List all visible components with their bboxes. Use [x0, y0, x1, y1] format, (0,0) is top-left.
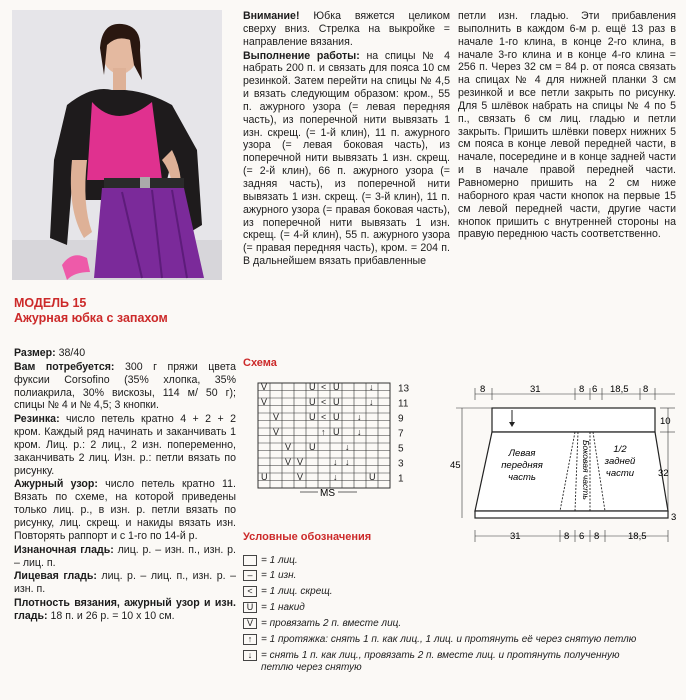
cross-left-icon: < — [243, 586, 257, 597]
label-line: передняя — [501, 460, 543, 471]
chart-symbol: U — [309, 442, 316, 452]
chart-symbol: U — [333, 397, 340, 407]
legend-item — [243, 634, 636, 646]
k2tog-icon: V — [243, 618, 257, 629]
continued-paragraph: петли изн. гладью. Эти прибавления выполнить в каждом 6-м р. ещё 13 раз в начале 1-го клина, в конце 2-го клина, в начале 3-го клина и в конце 4-го клина = 256 п. Через 32 см = 84 р. от пояса связать на спицах № 4 для нижней планки 3 см резинкой и все петли закрыть по рисунку. Для 5 шлёвок набрать на спицы № 4 по 5 п., связать 6 см лиц. гладью и петли закрыть. Пришить шлёвки поверх нижних 5 см пояса в конце левой передней части, в начале, посередине и в конце задней части и в начале правой передней части. Равномерно пришить на 2 см ниже наборного края части кнопок на первые 15 см левой передней части, другие части кнопок пришить с внутренней стороны на правую переднюю часть соответственно. — [458, 10, 676, 241]
chart-row-number: 9 — [398, 413, 404, 425]
yarn-over-icon: U — [243, 602, 257, 613]
chart-symbol: ↓ — [345, 457, 350, 467]
chart-symbol: < — [321, 412, 327, 422]
empty-square-icon — [243, 555, 257, 566]
model-title: МОДЕЛЬ 15 — [14, 296, 87, 310]
chart-symbol: U — [369, 472, 376, 482]
dim-bottom-2: 6 — [579, 531, 585, 542]
chart-symbol: ↓ — [357, 427, 362, 437]
model-heading — [14, 296, 234, 326]
chart-symbol: < — [321, 397, 327, 407]
legend-item-text: = снять 1 п. как лиц., провязать 2 п. вместе лиц. и протянуть полученную петлю через снятую — [261, 650, 620, 673]
label-line: 1/2 — [613, 444, 627, 455]
dim-bottom-3: 8 — [594, 531, 600, 542]
legend-item — [243, 618, 401, 630]
dim-top-3: 6 — [592, 384, 598, 395]
chart-row-number: 7 — [398, 428, 404, 440]
legend-item-text: = 1 лиц. — [261, 555, 298, 566]
model-subtitle: Ажурная юбка с запахом — [14, 311, 168, 325]
chart-symbol: ↑ — [321, 427, 326, 437]
legend-item-text: = 1 протяжка: снять 1 п. как лиц., 1 лиц. и протянуть её через снятую петлю — [261, 634, 637, 645]
spec-stockinette: Лицевая гладь: лиц. р. – лиц. п., изн. р. – изн. п. — [14, 570, 236, 596]
instructions-continued — [458, 10, 676, 242]
label-line: части — [605, 468, 635, 479]
legend-item — [243, 650, 620, 673]
double-dec-icon: ↓ — [243, 650, 257, 661]
dim-right-1: 32 — [658, 468, 669, 479]
legend-item — [243, 570, 296, 582]
spec-gauge: Плотность вязания, ажурный узор и изн. гладь: 18 п. и 26 р. = 10 х 10 см. — [14, 597, 236, 622]
chart-row-number: 1 — [398, 473, 404, 485]
chart-row-number: 13 — [398, 383, 410, 395]
legend-title: Условные обозначения — [243, 531, 372, 543]
dim-right-2: 3 — [671, 512, 677, 523]
spec-reverse-stockinette: Изнаночная гладь: лиц. р. – изн. п., изн. р. – лиц. п. — [14, 543, 236, 569]
dim-top-5: 8 — [643, 384, 649, 395]
legend-item-text: = 1 накид — [261, 602, 305, 613]
spec-materials: Вам потребуется: 300 г пряжи цвета фуксии Corsofino (35% хлопка, 35% полиакрила, 30% вискозы, 114 м/ 50 г); спицы № 4 и № 4,5; 3 кнопки. — [14, 360, 236, 412]
chart-symbol: U — [333, 382, 340, 392]
model-photo — [12, 10, 222, 280]
chart-symbol: U — [333, 412, 340, 422]
waistband-shape — [492, 408, 655, 432]
chart-symbol: ↓ — [333, 457, 338, 467]
chart-symbol: U — [309, 397, 316, 407]
instructions-column — [243, 10, 450, 269]
chart-symbol: U — [309, 382, 316, 392]
chart-symbol: ↓ — [369, 397, 374, 407]
chart-symbol: V — [273, 412, 280, 422]
legend-item-text: = 1 лиц. скрещ. — [261, 586, 333, 597]
stitch-chart-svg — [252, 380, 432, 505]
label-line: часть — [508, 472, 536, 483]
skp-icon: ↑ — [243, 634, 257, 645]
specs-column — [14, 347, 236, 624]
dim-bottom-0: 31 — [510, 531, 521, 542]
dim-top-2: 8 — [579, 384, 585, 395]
chart-symbol: V — [297, 472, 304, 482]
skirt-schematic — [450, 380, 680, 555]
dim-right-0: 10 — [660, 416, 671, 427]
legend-item — [243, 586, 333, 598]
dim-left-total: 45 — [450, 460, 461, 471]
dim-top-1: 31 — [530, 384, 541, 395]
chart-row-number: 11 — [398, 398, 409, 410]
work-paragraph: Выполнение работы: на спицы № 4 набрать 200 п. и связать для пояса 10 см резинкой. Затем перейти на спицы № 4,5 и вязать следующим образом: кром., 55 п. ажурного узора (= левая передняя часть), из поперечной нити вывязать 1 изн. скрещ. (= 1-й клин), 11 п. ажурного узора (= левая боковая часть), из поперечной нити вывязать 1 изн. скрещ. (= 2-й клин), 66 п. ажурного узора (= задняя часть), из поперечной нити вывязать 1 изн. скрещ. (= 3-й клин), 11 п. ажурного узора (= правая боковая часть), из поперечной нити вывязать 1 изн. скрещ. (= 4-й клин), 55 п. ажурного узора (= правая передняя часть), кром. = 204 п. В дальнейшем вязать прибавленные — [243, 49, 451, 268]
chart-row-number: 3 — [398, 458, 404, 470]
chart-symbol: V — [273, 427, 280, 437]
legend-item-text: = провязать 2 п. вместе лиц. — [261, 618, 402, 629]
chart-symbol: V — [261, 382, 268, 392]
label-line: задней — [604, 456, 636, 467]
attention-paragraph: Внимание! Юбка вяжется целиком сверху вниз. Стрелка на выкройке = направление вязания. — [243, 10, 450, 48]
dash-square-icon: – — [243, 570, 257, 581]
stitch-chart — [252, 380, 432, 510]
chart-symbol: < — [321, 382, 327, 392]
chart-symbol: ↓ — [357, 412, 362, 422]
skirt-body-shape — [475, 432, 668, 511]
legend-item-text: = 1 изн. — [261, 570, 297, 581]
chart-symbol: V — [285, 457, 292, 467]
rapport-label: MS — [320, 488, 335, 499]
spec-lace: Ажурный узор: число петель кратно 11. Вязать по схеме, на которой приведены только лиц. р., в изн. р. петли вязать по рисунку, лиц. скрещ. и накиды вязать изн. Повторять раппорт и с 1-го по 14-й р. — [14, 478, 236, 542]
spec-rib: Резинка: число петель кратно 4 + 2 + 2 кром. Каждый ряд начинать и заканчивать 1 кром. Лиц. р.: 2 лиц., 2 изн. попеременно, заканчивать 2 лиц. Изн. р.: петли вязать по рисунку. — [14, 413, 236, 477]
hem-shape — [475, 511, 668, 518]
chart-symbol: ↓ — [345, 442, 350, 452]
dim-bottom-4: 18,5 — [628, 531, 647, 542]
chart-symbol: V — [285, 442, 292, 452]
chart-symbol: V — [297, 457, 304, 467]
chart-row-number: 5 — [398, 443, 404, 455]
dim-top-0: 8 — [480, 384, 486, 395]
chart-symbol: V — [261, 397, 268, 407]
chart-symbol: ↓ — [369, 382, 374, 392]
legend-item — [243, 555, 298, 567]
spec-size: Размер: 38/40 — [14, 347, 86, 359]
label-line: Левая — [508, 448, 536, 459]
chart-symbol: ↓ — [333, 472, 338, 482]
legend-item — [243, 602, 305, 614]
chart-symbol: U — [309, 412, 316, 422]
schema-title: Схема — [243, 357, 277, 369]
dim-bottom-1: 8 — [564, 531, 570, 542]
chart-symbol: U — [333, 427, 340, 437]
chart-symbol: U — [261, 472, 268, 482]
dim-top-4: 18,5 — [610, 384, 629, 395]
side-part-label: Боковая часть — [581, 440, 591, 500]
